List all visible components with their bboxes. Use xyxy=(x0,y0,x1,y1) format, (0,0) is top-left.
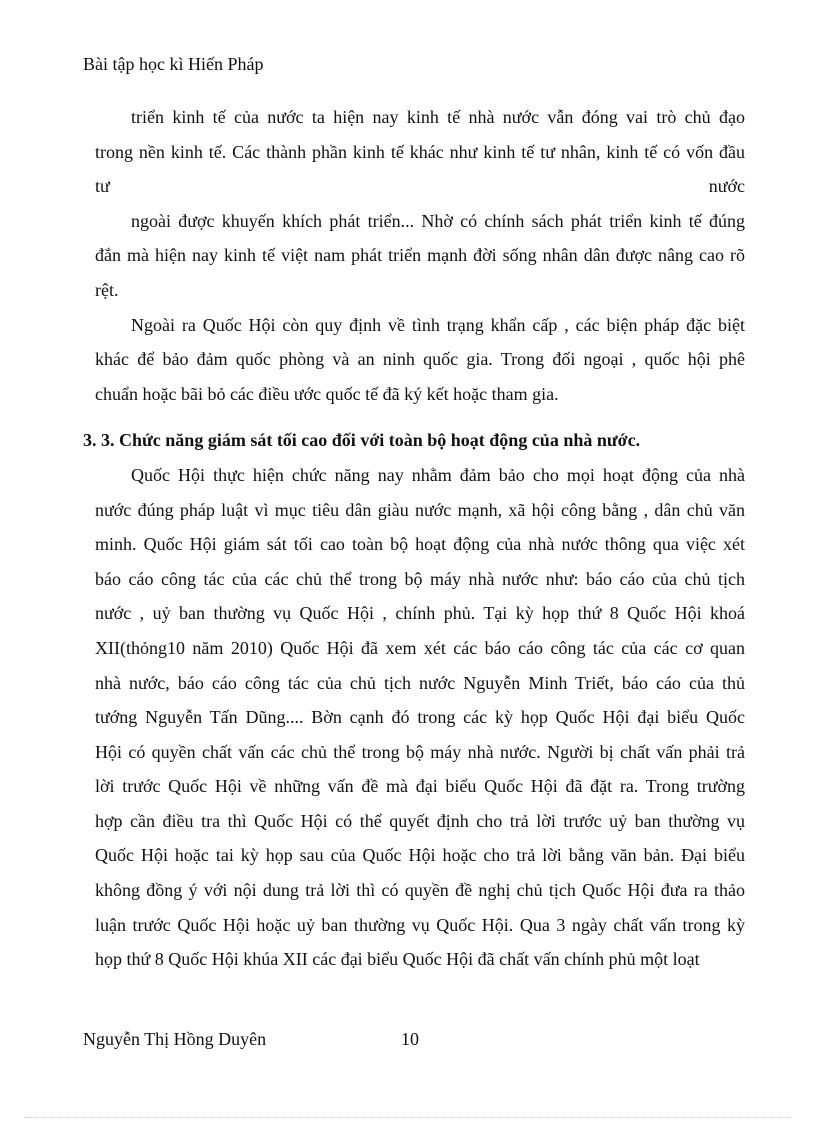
text-line: không đồng ý với nội dung trả lời thì có quyền đề nghị chủ tịch Quốc Hội đưa ra thảo xyxy=(95,880,745,901)
section-heading: 3. 3. Chức năng giám sát tối cao đối với toàn bộ hoạt động của nhà nước. xyxy=(83,430,641,451)
text-line: Quốc Hội hoặc tai kỳ họp sau của Quốc Hội hoặc cho trả lời bằng văn bản. Đại biểu xyxy=(95,845,745,866)
text-line: họp thứ 8 Quốc Hội khúa XII các đại biểu Quốc Hội đã chất vấn chính phủ một loạt xyxy=(95,949,700,970)
text-fragment: tư xyxy=(95,176,110,197)
text-line: Ngoài ra Quốc Hội còn quy định về tình trạng khẩn cấp , các biện pháp đặc biệt xyxy=(131,314,745,335)
text-line: hợp cần điều tra thì Quốc Hội có thể quyết định cho trả lời trước uỷ ban thường vụ xyxy=(95,810,745,831)
text-line: trong nền kinh tế. Các thành phần kinh tế khác như kinh tế tư nhân, kinh tế có vốn đầu xyxy=(95,141,745,162)
text-line: chuẩn hoặc bãi bỏ các điều ước quốc tế đã ký kết hoặc tham gia. xyxy=(95,383,559,404)
text-line: XII(thỏng10 năm 2010) Quốc Hội đã xem xét các báo cáo công tác của các cơ quan xyxy=(95,637,745,658)
text-line: khác để bảo đảm quốc phòng và an ninh quốc gia. Trong đối ngoại , quốc hội phê xyxy=(95,349,745,370)
text-line: minh. Quốc Hội giám sát tối cao toàn bộ hoạt động của nhà nước thông qua việc xét xyxy=(95,534,745,555)
text-line: Hội có quyền chất vấn các chủ thể trong bộ máy nhà nước. Người bị chất vấn phải trả xyxy=(95,741,745,762)
text-line: nhà nước, báo cáo công tác của chủ tịch nước Nguyễn Minh Triết, báo cáo của thủ xyxy=(95,672,745,693)
page-header: Bài tập học kì Hiến Pháp xyxy=(83,54,264,74)
page-bottom-border xyxy=(24,1117,792,1118)
text-line: triển kinh tế của nước ta hiện nay kinh tế nhà nước vẫn đóng vai trò chủ đạo xyxy=(131,107,745,127)
text-line: tướng Nguyễn Tấn Dũng.... Bờn cạnh đó trong các kỳ họp Quốc Hội đại biểu Quốc xyxy=(95,707,745,728)
text-line: ngoài được khuyến khích phát triển... Nhờ có chính sách phát triển kinh tế đúng xyxy=(131,210,745,231)
paragraph-emergency xyxy=(95,308,745,412)
text-fragment: nước xyxy=(708,176,745,197)
document-body xyxy=(83,100,745,977)
paragraph-economy xyxy=(95,100,745,308)
page-number: 10 xyxy=(401,1029,419,1049)
footer-author: Nguyễn Thị Hồng Duyên xyxy=(83,1029,267,1049)
text-line: đắn mà hiện nay kinh tế việt nam phát triển mạnh đời sống nhân dân được nâng cao rõ xyxy=(95,245,745,266)
text-line: báo cáo công tác của các chủ thể trong bộ máy nhà nước như: báo cáo của chủ tịch xyxy=(95,568,745,589)
text-line: rệt. xyxy=(95,279,119,300)
text-line: Quốc Hội thực hiện chức năng nay nhằm đảm bảo cho mọi hoạt động của nhà xyxy=(131,464,745,485)
text-line-split xyxy=(95,169,745,204)
text-line: lời trước Quốc Hội về những vấn đề mà đại biểu Quốc Hội đã đặt ra. Trong trường xyxy=(95,776,745,797)
text-line: luận trước Quốc Hội hoặc uỷ ban thường vụ Quốc Hội. Qua 3 ngày chất vấn trong kỳ xyxy=(95,914,745,935)
text-line: nước , uỷ ban thường vụ Quốc Hội , chính phủ. Tại kỳ họp thứ 8 Quốc Hội khoá xyxy=(95,603,745,624)
text-line: nước đúng pháp luật vì mục tiêu dân giàu nước mạnh, xã hội công bằng , dân chủ văn xyxy=(95,499,745,520)
paragraph-oversight xyxy=(95,458,745,977)
